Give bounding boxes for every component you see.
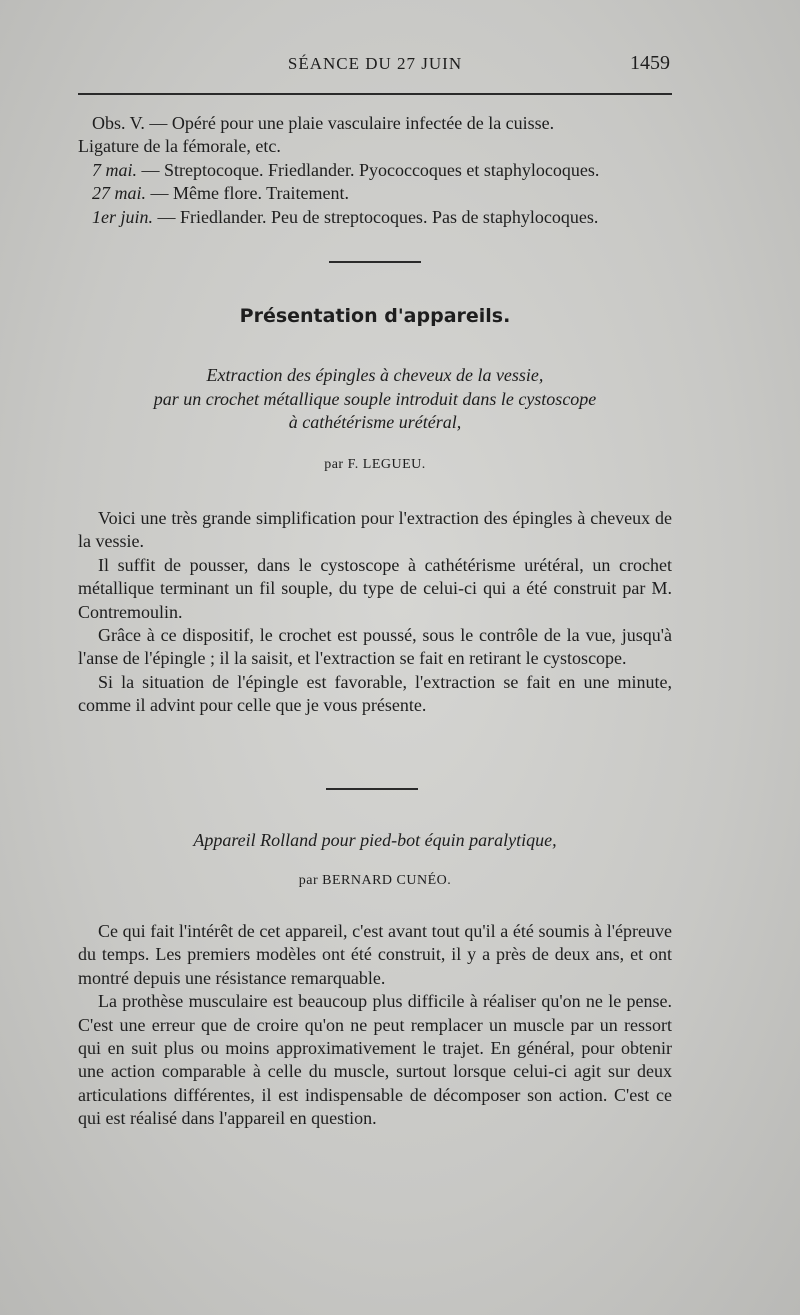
obs-line [78,182,672,205]
article-title [78,364,672,435]
obs-text: — Friedlander. Peu de streptocoques. Pas de staphylocoques. [153,206,599,227]
byline-prefix: par [298,873,319,888]
article-title-line: Extraction des épingles à cheveux de la vessie, [206,365,544,385]
paragraph: Ce qui fait l'intérêt de cet appareil, c'est avant tout qu'il a été soumis à l'épreuve du temps. Les premiers modèles ont été construit, il y a près de deux ans, et ont montré depuis une résistance remarquable. [78,921,672,988]
article-title-line: à cathétérisme urétéral, [288,412,462,432]
paragraph: Si la situation de l'épingle est favorable, l'extraction se fait en une minute, comme il advint pour celle que je vous présente. [78,671,672,716]
author-name: F. LEGUEU. [347,457,426,472]
section-divider [326,788,418,790]
article-byline [78,457,672,473]
article-title-line: par un crochet métallique souple introduit dans le cystoscope [153,388,597,409]
obs-line: Ligature de la fémorale, etc. [78,136,281,157]
paragraph: Voici une très grande simplification pour l'extraction des épingles à cheveux de la vessie. [78,508,672,552]
article-byline [78,873,672,889]
section-title: Présentation d'appareils. [239,305,511,327]
obs-date: 7 mai. [92,159,137,180]
obs-date: 27 mai. [92,183,146,204]
observation-block [78,112,672,229]
obs-line: Obs. V. — Opéré pour une plaie vasculaire infectée de la cuisse. [92,113,555,133]
obs-line [78,206,672,229]
article-title-line: Appareil Rolland pour pied-bot équin paralytique, [193,830,557,850]
byline-prefix: par [324,457,344,472]
header-rule [78,93,672,95]
paragraph: La prothèse musculaire est beaucoup plus difficile à réaliser qu'on ne le pense. C'est une erreur que de croire qu'on ne peut remplacer un muscle par un ressort qui en suit plus ou moins approximativement le trajet. En général, pour obtenir une action comparable à celle du muscle, surtout lorsque celui-ci agit sur deux articulations différentes, il est indispensable de décomposer son action. C'est ce qui est réalisé dans l'appareil en question. [78,991,672,1129]
article-title [78,829,672,853]
paragraph: Grâce à ce dispositif, le crochet est poussé, sous le contrôle de la vue, jusqu'à l'anse de l'épingle ; il la saisit, et l'extraction se fait en retirant le cystoscope. [78,625,672,669]
obs-line [78,159,672,182]
section-divider [329,261,421,263]
article-body [78,507,672,718]
paragraph: Il suffit de pousser, dans le cystoscope à cathétérisme urétéral, un crochet métallique terminant un fil souple, du type de celui-ci qui a été construit par M. Contremoulin. [78,554,672,622]
obs-date: 1er juin. [92,206,153,227]
header-title: SÉANCE DU 27 JUIN [287,54,463,73]
obs-text: — Même flore. Traitement. [146,183,349,204]
page-number: 1459 [630,52,670,74]
article-body [78,920,672,1131]
author-name: BERNARD CUNÉO. [322,873,452,888]
running-header [78,52,672,78]
obs-text: — Streptocoque. Friedlander. Pyococcoques et staphylocoques. [137,159,600,180]
